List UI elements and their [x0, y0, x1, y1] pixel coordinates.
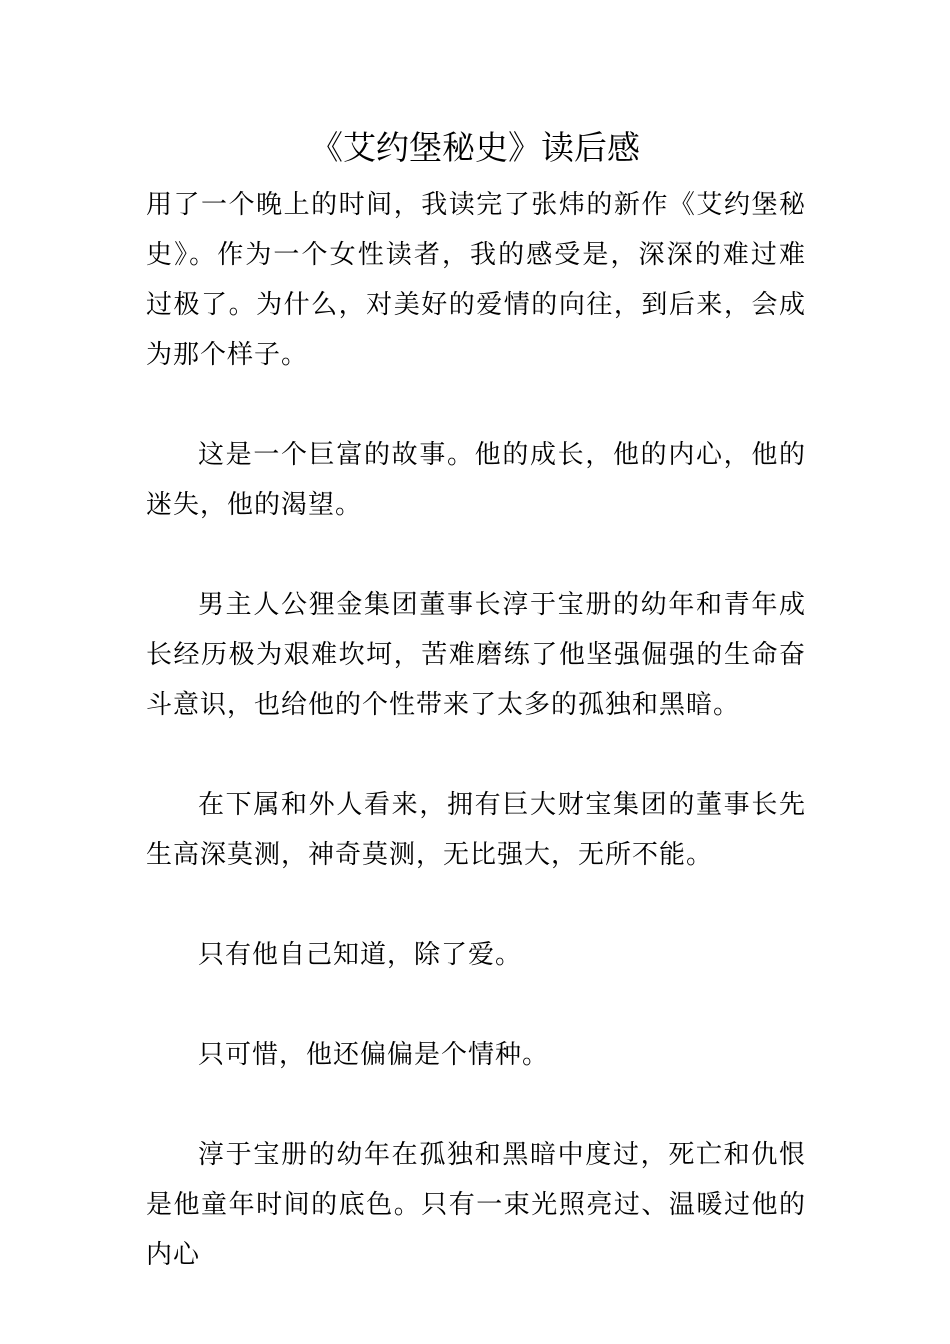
paragraph: 只有他自己知道，除了爱。 — [198, 940, 523, 970]
paragraph: 用了一个晚上的时间，我读完了张炜的新作《艾约堡秘史》。作为一个女性读者，我的感受是，深深的难过难过极了。为什么，对美好的爱情的向往，到后来，会成为那个样子。 — [146, 190, 806, 370]
document-body — [146, 180, 806, 1280]
paragraph: 淳于宝册的幼年在孤独和黑暗中度过，死亡和仇恨是他童年时间的底色。只有一束光照亮过、温暖过他的内心 — [146, 1140, 806, 1270]
paragraph: 在下属和外人看来，拥有巨大财宝集团的董事长先生高深莫测，神奇莫测，无比强大，无所不能。 — [146, 790, 806, 870]
paragraph: 这是一个巨富的故事。他的成长，他的内心，他的迷失，他的渴望。 — [146, 440, 806, 520]
paragraph: 男主人公狸金集团董事长淳于宝册的幼年和青年成长经历极为艰难坎坷，苦难磨练了他坚强倔强的生命奋斗意识，也给他的个性带来了太多的孤独和黑暗。 — [146, 590, 806, 720]
paragraph: 只可惜，他还偏偏是个情种。 — [198, 1040, 550, 1070]
document-title: 《艾约堡秘史》读后感 — [310, 128, 640, 167]
